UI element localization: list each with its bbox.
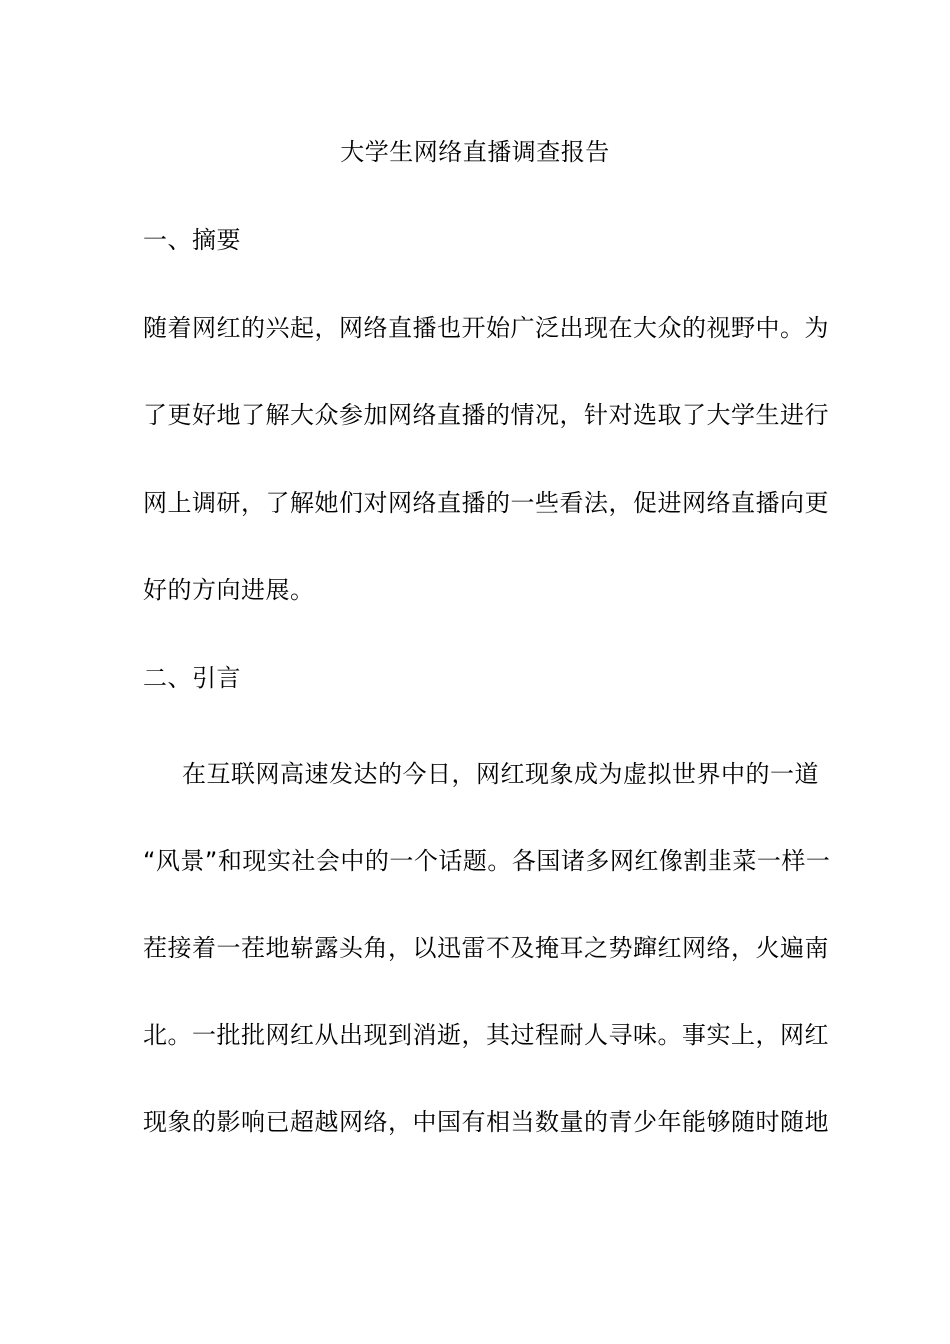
abstract-line-1: 随着网红的兴起，网络直播也开始广泛出现在大众的视野中。为 xyxy=(143,314,829,342)
intro-line-3: 茬接着一茬地崭露头角，以迅雷不及掩耳之势蹿红网络，火遍南 xyxy=(143,934,829,962)
intro-line-1: 在互联网高速发达的今日，网红现象成为虚拟世界中的一道 xyxy=(182,760,819,788)
intro-line-5: 现象的影响已超越网络，中国有相当数量的青少年能够随时随地 xyxy=(143,1108,829,1136)
document-title: 大学生网络直播调查报告 xyxy=(340,138,610,166)
intro-line-2: “风景”和现实社会中的一个话题。各国诸多网红像割韭菜一样一 xyxy=(143,847,831,875)
section-heading-abstract: 一、摘要 xyxy=(143,226,241,254)
abstract-line-4: 好的方向进展。 xyxy=(143,576,315,604)
abstract-line-3: 网上调研，了解她们对网络直播的一些看法，促进网络直播向更 xyxy=(143,489,829,517)
abstract-line-2: 了更好地了解大众参加网络直播的情况，针对选取了大学生进行 xyxy=(143,401,829,429)
intro-line-4: 北。一批批网红从出现到消逝，其过程耐人寻味。事实上，网红 xyxy=(143,1021,829,1049)
section-heading-introduction: 二、引言 xyxy=(143,664,241,692)
